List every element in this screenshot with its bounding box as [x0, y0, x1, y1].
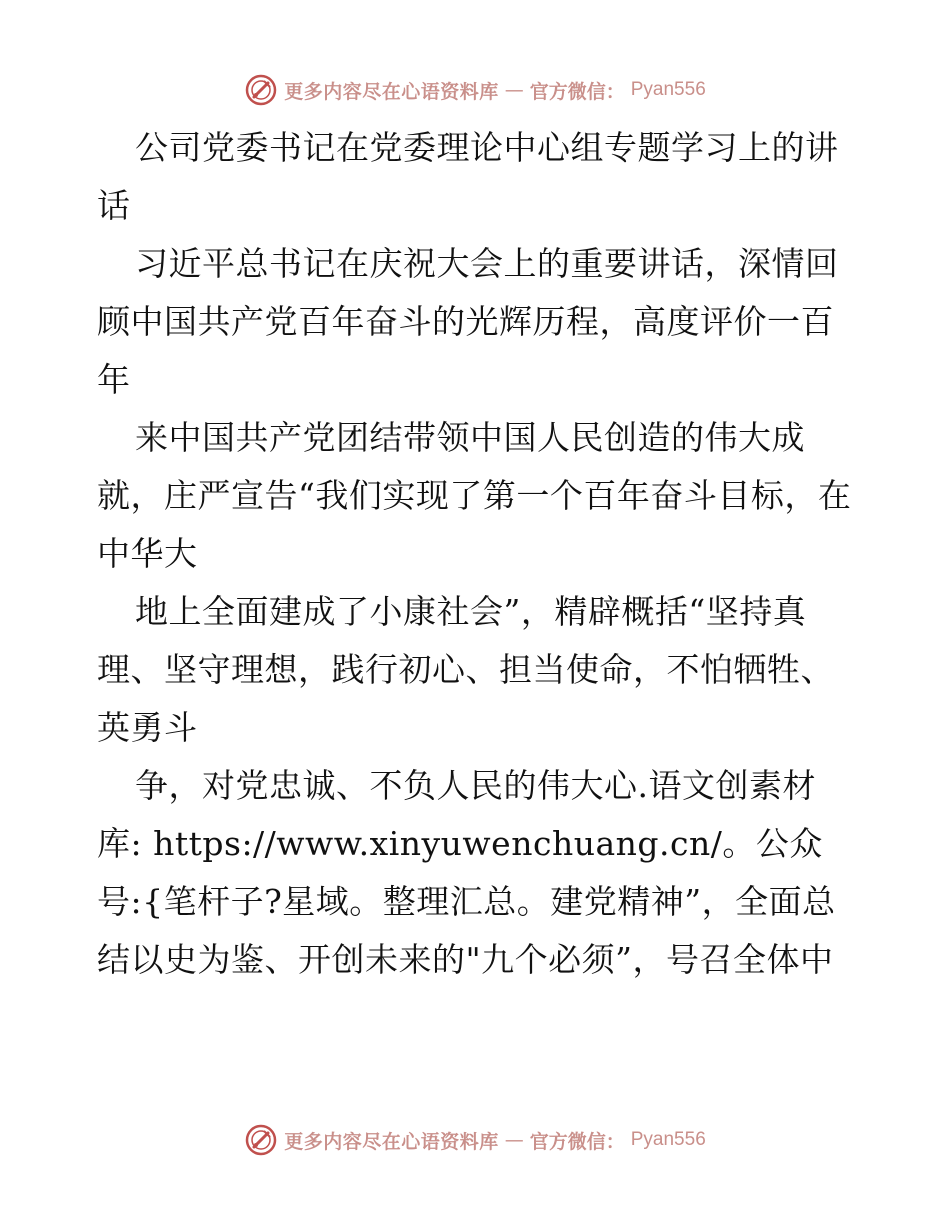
watermark-wechat-id: Pyan556: [630, 79, 706, 100]
paragraph-3: 地上全面建成了小康社会”，精辟概括“坚持真理、坚守理想，践行初心、担当使命，不怕牺牲、英勇斗: [97, 592, 834, 747]
paragraph-1: 习近平总书记在庆祝大会上的重要讲话，深情回顾中国共产党百年奋斗的光辉历程，高度评价一百年: [97, 244, 839, 399]
footer-watermark: [0, 1120, 950, 1160]
watermark-dash: —: [504, 1129, 524, 1151]
document-body: [97, 119, 857, 989]
watermark-wechat-label: 官方微信：: [529, 80, 625, 103]
watermark-text: 更多内容尽在心语资料库: [284, 80, 499, 103]
watermark-wechat-id: Pyan556: [630, 1129, 706, 1150]
watermark-group: [244, 73, 706, 107]
document-title: 公司党委书记在党委理论中心组专题学习上的讲话: [97, 128, 839, 225]
header-watermark: [0, 70, 950, 110]
seal-logo-icon: [244, 1123, 278, 1157]
paragraph-2: 来中国共产党团结带领中国人民创造的伟大成就，庄严宣告“我们实现了第一个百年奋斗目标，在中华大: [97, 418, 852, 573]
watermark-text: 更多内容尽在心语资料库: [284, 1130, 499, 1153]
watermark-group: [244, 1123, 706, 1157]
paragraph-4: 争，对党忠诚、不负人民的伟大心.语文创素材库: https://www.xinyuwenchuang.cn/。公众号:{笔杆子?星域。整理汇总。建党精神”，全面总结以史为鉴、开创未来的"九个必须”，号召全体中: [97, 766, 836, 979]
watermark-wechat-label: 官方微信：: [529, 1130, 625, 1153]
watermark-dash: —: [504, 79, 524, 101]
seal-logo-icon: [244, 73, 278, 107]
